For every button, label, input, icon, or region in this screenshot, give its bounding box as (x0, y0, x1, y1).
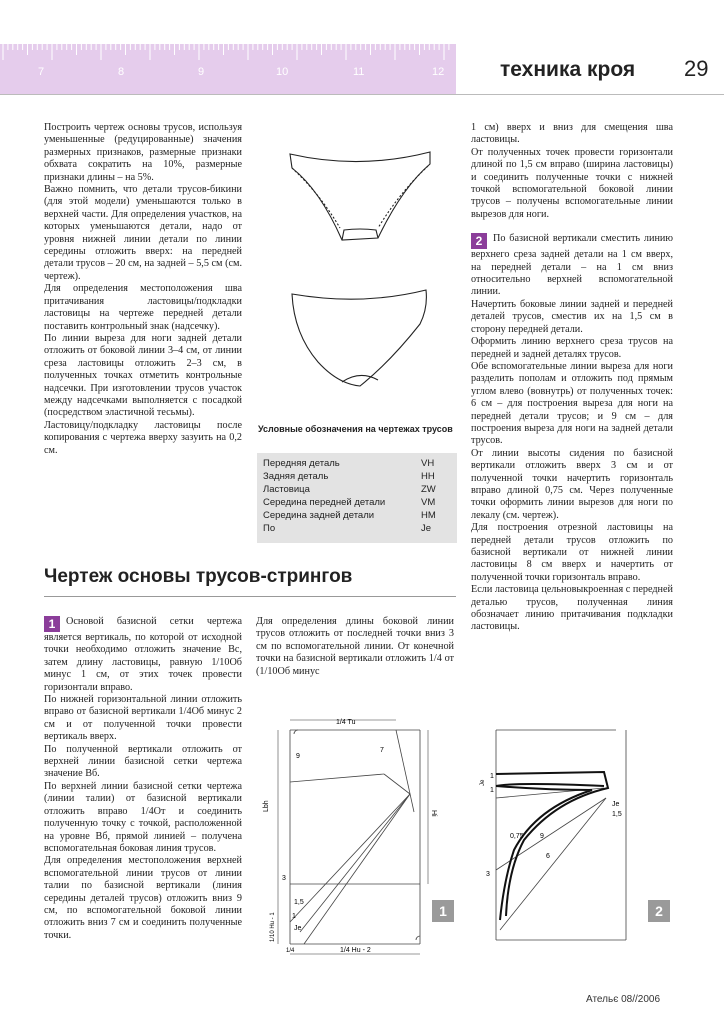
briefs-front-drawing (290, 152, 430, 240)
legend-name: Середина задней детали (263, 510, 375, 521)
fig1-label-right: Hi (430, 810, 437, 817)
paragraph: Для построения отрезной ластовицы на передней детали трусов отложить по базисной вертикали от нижней линии ластовицы 8 см вверх и начертить от полученной точки горизонталь вправо. (471, 522, 673, 583)
section-title: техника кроя (500, 58, 636, 81)
fig2-label-0-75: 0,75 (510, 833, 524, 840)
briefs-back-drawing (292, 290, 426, 386)
fig1-label-top: 1/4 Tu (336, 719, 356, 726)
step-1-paragraph (44, 616, 242, 694)
paragraph: Если ластовица цельновыкроенная с передней деталью трусов, полученная линия обозначает линию притачивания подкладки ластовицы. (471, 584, 673, 633)
page-number: 29 (684, 56, 709, 81)
legend-code: VM (421, 497, 436, 508)
paragraph: От полученных точек провести горизонтали длиной по 1,5 см вправо (ширина ластовицы) и соединить полученные точки с нижней точкой вспомогательной боковой линии трусов – получены вспомогательные линии вырезов для ноги. (471, 146, 673, 220)
footer-issue: Ательє 08//2006 (586, 994, 660, 1005)
fig1-label-1: 1 (292, 913, 296, 920)
legend-name: Задняя деталь (263, 471, 329, 482)
paragraph: Построить чертеж основы трусов, используя уменьшенные (редуцированные) значения размерных признаков, размерные признаки обхвата сократить на 10%, размерные признаки длины – на 5%. (44, 122, 242, 183)
ruler-number: 9 (198, 66, 205, 78)
legend-row (263, 497, 453, 510)
legend-row (263, 471, 453, 484)
paragraph: Начертить боковые линии задней и передней деталей трусов, сместив их на 1,5 см в сторону передней детали. (471, 298, 673, 335)
legend-code: HH (421, 471, 435, 482)
paragraph: По нижней горизонтальной линии отложить вправо от базисной вертикали 1/4Об минус 2 см и от полученной точки провести вертикаль вверх. (44, 694, 242, 743)
legend-code: Je (421, 523, 432, 534)
fig1-label-1-4: 1/4 (286, 948, 295, 954)
paragraph: Ластовицу/подкладку ластовицы после копирования с чертежа вверху зазуить на 0,2 см. (44, 419, 242, 456)
paragraph: По базисной вертикали сместить линию верхнего среза задней детали на 1 см вверх, на передней детали – на 1 см вниз относительно верхней вспомогательной линии. (471, 233, 673, 298)
section-heading: Чертеж основы трусов-стрингов (44, 566, 353, 587)
legend-code: ZW (421, 484, 436, 495)
figure-2-pattern-drawing (476, 720, 676, 960)
left-column-text (44, 122, 242, 457)
step-1-badge: 1 (44, 616, 60, 632)
legend-name: Ластовица (263, 484, 310, 495)
step-2-badge: 2 (471, 233, 487, 249)
legend-name: Середина передней детали (263, 497, 386, 508)
fig1-label-je: Je (294, 925, 302, 932)
legend-table (257, 453, 457, 543)
fig1-label-1-10: 1/10 Hu - 1 (270, 912, 276, 942)
legend-title: Условные обозначения на чертежах трусов (258, 424, 453, 434)
fig2-label-1b: 1 (490, 787, 494, 794)
paragraph: Для определения длины боковой линии трусов отложить от последней точки вниз 3 см по вспомогательной линии. От конечной точки на базисной вертикали отложить 1/4 от (1/10Об минус (256, 616, 454, 677)
paragraph: Основой базисной сетки чертежа является вертикаль, по которой от исходной точки необходимо отложить значение Вс, затем длину ластовицы, равную 1/10Об минус 1 см, от этих точек провести горизонтали вправо. (44, 616, 242, 693)
fig1-label-3: 3 (282, 875, 286, 882)
paragraph: Важно помнить, что детали трусов-бикини (для этой модели) уменьшаются только в верхней части. Для определения участков, на которых уменьшаются детали, надо от уровня нижней линии детали по линии середины отложить вверх: на передней детали трусов – 20 см, на задней – 5,5 см (см. чертеж). (44, 184, 242, 282)
fig2-label-3: 3 (486, 871, 490, 878)
ruler-ticks (0, 44, 456, 62)
fig2-label-je: Je (480, 779, 486, 786)
figure-1-pattern-drawing (260, 712, 460, 962)
ruler-numbers (0, 66, 456, 86)
figure-1-badge: 1 (432, 900, 454, 922)
legend-code: VH (421, 458, 435, 469)
right-column-text (471, 122, 673, 634)
legend-row (263, 484, 453, 497)
paragraph: 1 см) вверх и вниз для смещения шва ластовицы. (471, 122, 673, 146)
paragraph: Обе вспомогательные линии выреза для ноги разделить пополам и отложить под прямым углом влево (вовнутрь) от полученных точек: 6 см – для построения выреза для ноги на передней детали трусов; и 9 см – для построения выреза для ноги на задней детали трусов. (471, 360, 673, 447)
section-heading-underline (44, 596, 456, 597)
step-2-paragraph (471, 233, 673, 299)
legend-row (263, 523, 453, 536)
paragraph: От линии высоты сидения по базисной вертикали отложить вверх 3 см и от полученной точки начертить горизонталь вправо длиной 0,75 см. Через полученные точки оформить линии вырезов для ноги по лекалу (см. чертеж). (471, 447, 673, 521)
figure-2-badge: 2 (648, 900, 670, 922)
paragraph: Для определения местоположения шва притачивания ластовицы/подкладки ластовицы на чертеже передней детали поставить контрольный знак (надсечку). (44, 283, 242, 332)
ruler-number: 10 (276, 66, 289, 78)
fig2-label-je2: Je (612, 801, 620, 808)
briefs-illustration (280, 148, 450, 408)
ruler-number: 7 (38, 66, 45, 78)
paragraph: Для определения местоположения верхней вспомогательной линии трусов от линии талии по базисной вертикали (линия середины деталей трусов) отложить вниз 9 см, по вспомогательной боковой линии отложить вниз 7 см и соединить полученные точки. (44, 855, 242, 941)
step-1-text (44, 616, 242, 942)
fig2-label-1-5: 1,5 (612, 811, 622, 818)
fig2-label-6: 6 (546, 853, 550, 860)
fig2-label-1a: 1 (490, 773, 494, 780)
fig2-label-9: 9 (540, 833, 544, 840)
paragraph: По полученной вертикали отложить от верхней линии базисной сетки чертежа значение Вб. (44, 743, 242, 780)
legend-code: HM (421, 510, 436, 521)
legend-name: Передняя деталь (263, 458, 340, 469)
middle-column-text (256, 616, 454, 678)
header-ruler-band (0, 44, 456, 94)
paragraph: По верхней линии базисной сетки чертежа (линии талии) от базисной вертикали отложить вправо 1/4От и соединить полученную точку с точкой, расположенной на уровне Вб, прямой линией – получена вспомогательная боковая линия трусов. (44, 780, 242, 854)
legend-row (263, 458, 453, 471)
fig1-label-1-5: 1,5 (294, 899, 304, 906)
paragraph: По линии выреза для ноги задней детали отложить от боковой линии 3–4 см, от линии среза ластовицы отложить 2–3 см, в полученных точках отметить контрольные надсечки. При изготовлении трусов участок между надсечками выполняется с посадкой (посредством эластичной тесьмы). (44, 332, 242, 419)
legend-name: По (263, 523, 276, 534)
paragraph: Оформить линию верхнего среза трусов на передней и задней деталях трусов. (471, 336, 673, 360)
fig1-label-9: 9 (296, 753, 300, 760)
fig1-label-7: 7 (380, 747, 384, 754)
fig1-label-bottom: 1/4 Hu - 2 (340, 947, 371, 954)
legend-row (263, 510, 453, 523)
fig1-label-left: Lbh (263, 800, 270, 812)
header-divider (0, 94, 724, 95)
ruler-number: 8 (118, 66, 125, 78)
ruler-number: 12 (432, 66, 445, 78)
ruler-number: 11 (353, 66, 365, 78)
